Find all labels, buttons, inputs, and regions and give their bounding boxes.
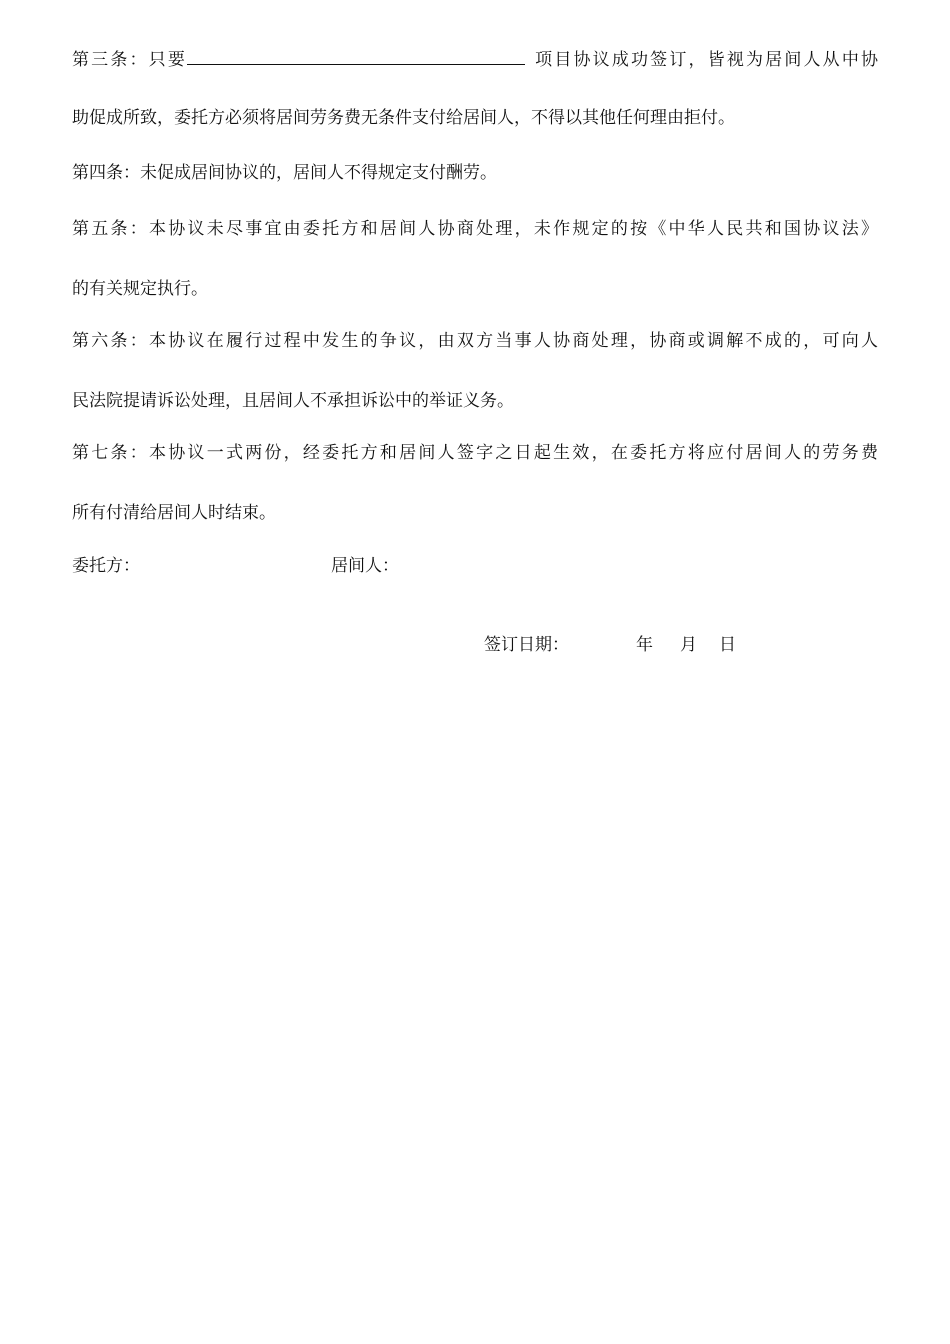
date-month-label: 月 bbox=[680, 635, 697, 655]
signing-date-label: 签订日期： bbox=[484, 635, 569, 655]
article-5-line-2: 的有关规定执行。 bbox=[72, 279, 208, 299]
project-name-blank[interactable] bbox=[187, 46, 525, 65]
article-4-line-1: 第四条：未促成居间协议的，居间人不得规定支付酬劳。 bbox=[72, 163, 497, 183]
article-5-line-1: 第五条：本协议未尽事宜由委托方和居间人协商处理，未作规定的按《中华人民共和国协议法》 bbox=[72, 219, 878, 239]
article-3-line-2: 助促成所致，委托方必须将居间劳务费无条件支付给居间人，不得以其他任何理由拒付。 bbox=[72, 108, 735, 128]
article-3-suffix: 项目协议成功签订，皆视为居间人从中协 bbox=[533, 50, 878, 70]
article-7-line-2: 所有付清给居间人时结束。 bbox=[72, 503, 276, 523]
article-3-prefix: 第三条：只要 bbox=[72, 50, 187, 70]
date-day-label: 日 bbox=[719, 635, 736, 655]
article-6-line-2: 民法院提请诉讼处理，且居间人不承担诉讼中的举证义务。 bbox=[72, 391, 514, 411]
article-6-line-1: 第六条：本协议在履行过程中发生的争议，由双方当事人协商处理，协商或调解不成的，可向人 bbox=[72, 331, 878, 351]
intermediary-signature-label: 居间人： bbox=[331, 556, 399, 576]
article-3-line-1 bbox=[72, 46, 878, 72]
client-signature-label: 委托方： bbox=[72, 556, 140, 576]
article-7-line-1: 第七条：本协议一式两份，经委托方和居间人签字之日起生效，在委托方将应付居间人的劳务费 bbox=[72, 443, 878, 463]
date-year-label: 年 bbox=[636, 635, 653, 655]
